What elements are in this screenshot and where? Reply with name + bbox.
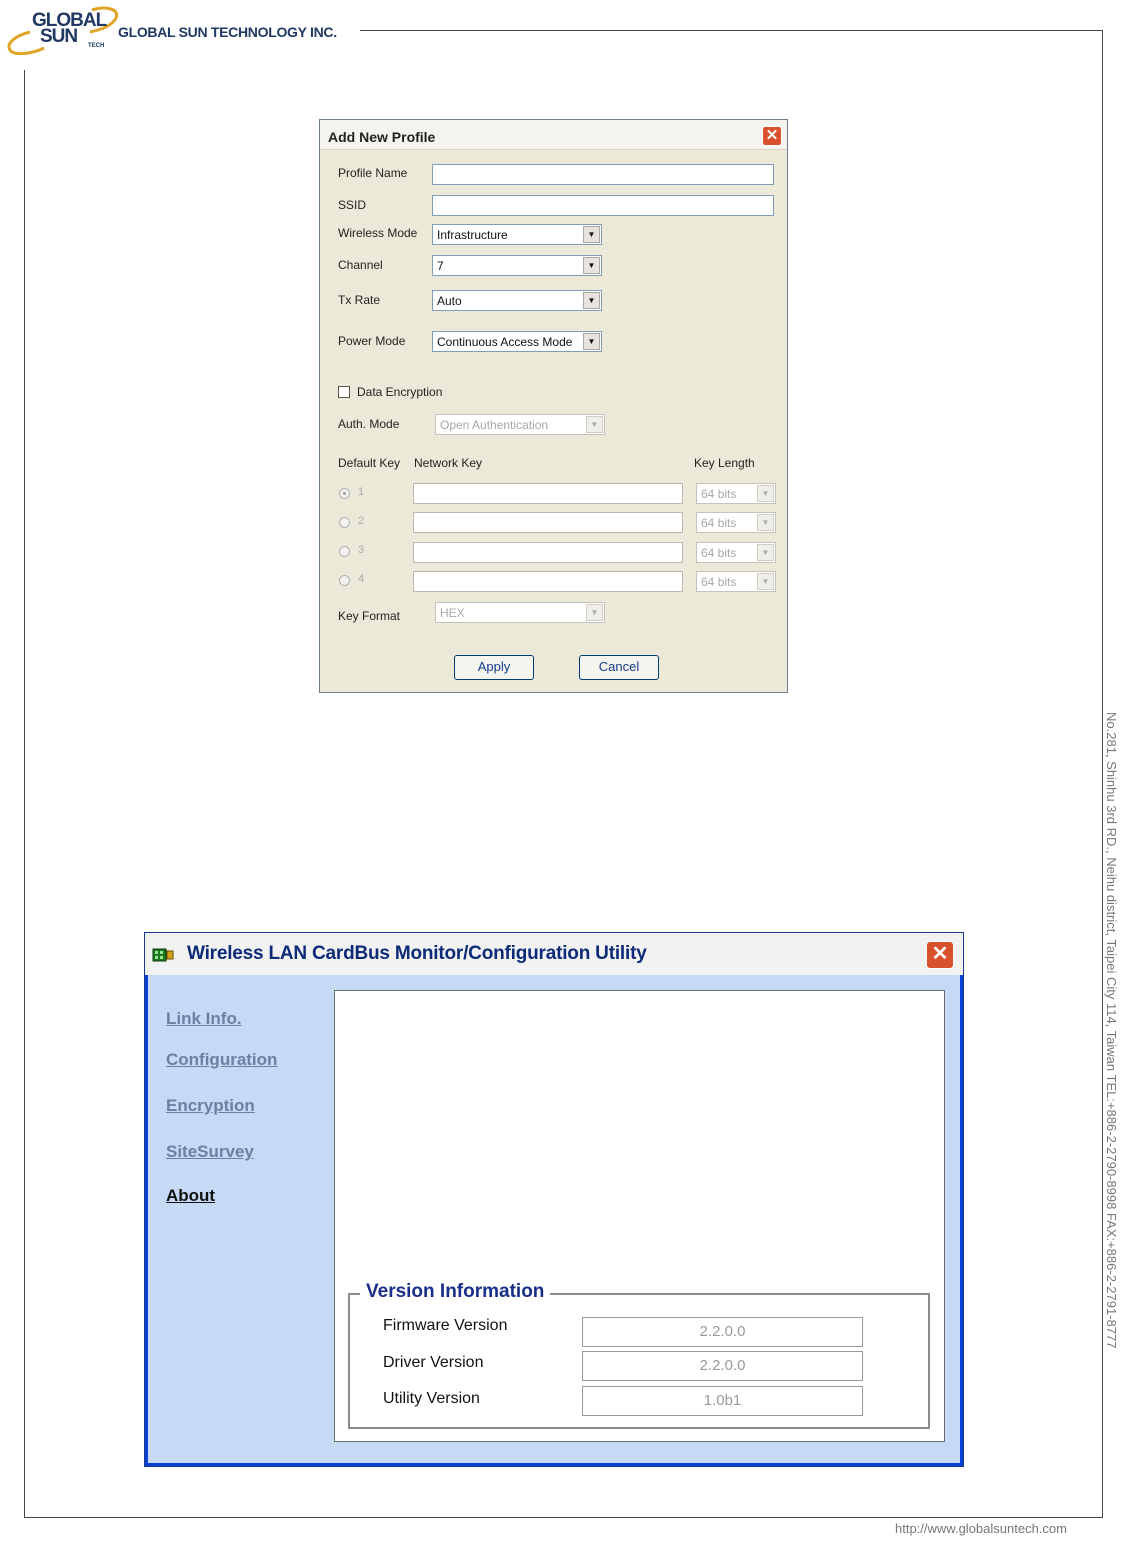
channel-value: 7: [437, 259, 444, 273]
chevron-down-icon[interactable]: ▼: [583, 333, 600, 350]
auth-mode-value: Open Authentication: [440, 418, 549, 432]
nav-site-survey[interactable]: SiteSurvey: [166, 1142, 254, 1161]
key-length-value-4: 64 bits: [701, 575, 737, 589]
firmware-version-label: Firmware Version: [383, 1317, 508, 1334]
nav-about[interactable]: About: [166, 1186, 216, 1205]
power-mode-label: Power Mode: [338, 334, 406, 348]
key-number-2: 2: [358, 515, 365, 527]
key-length-select-2[interactable]: [696, 512, 776, 533]
driver-version-label: Driver Version: [383, 1354, 484, 1371]
key-length-value-1: 64 bits: [701, 487, 737, 501]
chevron-down-icon[interactable]: ▼: [586, 604, 603, 621]
tx-rate-select[interactable]: [432, 290, 602, 311]
key-format-select[interactable]: [435, 602, 605, 623]
key-format-value: HEX: [440, 606, 465, 620]
network-key-header: Network Key: [414, 456, 483, 470]
version-information-group: [348, 1281, 930, 1429]
utility-version-label: Utility Version: [383, 1390, 480, 1407]
data-encryption-checkbox[interactable]: [338, 386, 350, 398]
dialog-title-bar[interactable]: [320, 120, 787, 150]
profile-name-input[interactable]: [432, 164, 774, 185]
auth-mode-label: Auth. Mode: [338, 417, 400, 431]
about-content-pane: [334, 990, 945, 1442]
wireless-mode-value: Infrastructure: [437, 228, 508, 242]
key-number-4: 4: [358, 573, 365, 585]
chevron-down-icon[interactable]: ▼: [586, 416, 603, 433]
wireless-mode-label: Wireless Mode: [338, 226, 418, 240]
utility-body: [148, 975, 960, 1463]
key-length-select-3[interactable]: [696, 542, 776, 563]
channel-label: Channel: [338, 258, 383, 272]
default-key-radio-4[interactable]: [339, 575, 350, 586]
cancel-button[interactable]: Cancel: [579, 655, 659, 680]
company-name: GLOBAL SUN TECHNOLOGY INC.: [118, 24, 337, 40]
key-format-label: Key Format: [338, 609, 401, 623]
logo-text-global: GLOBAL: [32, 10, 107, 31]
utility-title: Wireless LAN CardBus Monitor/Configuration Utility: [187, 943, 647, 964]
chevron-down-icon[interactable]: ▼: [757, 573, 774, 590]
data-encryption-label: Data Encryption: [357, 385, 443, 399]
key-length-header: Key Length: [694, 456, 755, 470]
utility-window: [144, 932, 964, 1467]
page-frame-left: [24, 70, 25, 1518]
utility-version-value: 1.0b1: [582, 1386, 863, 1416]
key-number-3: 3: [358, 544, 365, 556]
tx-rate-value: Auto: [437, 294, 462, 308]
logo-text-tech: TECH: [88, 43, 105, 49]
default-key-radio-1[interactable]: [339, 488, 350, 499]
dialog-close-button[interactable]: ✕: [762, 126, 782, 146]
network-key-input-2[interactable]: [413, 512, 683, 533]
key-length-select-4[interactable]: [696, 571, 776, 592]
auth-mode-select[interactable]: [435, 414, 605, 435]
nav-link-info[interactable]: Link Info.: [166, 1009, 242, 1028]
network-key-input-1[interactable]: [413, 483, 683, 504]
network-key-input-3[interactable]: [413, 542, 683, 563]
dialog-title: Add New Profile: [328, 129, 436, 145]
chevron-down-icon[interactable]: ▼: [757, 485, 774, 502]
default-key-header: Default Key: [338, 456, 401, 470]
chevron-down-icon[interactable]: ▼: [583, 292, 600, 309]
page-frame-bottom: [24, 1517, 1102, 1518]
ssid-input[interactable]: [432, 195, 774, 216]
footer-url: http://www.globalsuntech.com: [895, 1521, 1067, 1536]
key-length-value-3: 64 bits: [701, 546, 737, 560]
driver-version-value: 2.2.0.0: [582, 1351, 863, 1381]
key-length-value-2: 64 bits: [701, 516, 737, 530]
utility-title-bar[interactable]: [145, 933, 963, 975]
chevron-down-icon[interactable]: ▼: [583, 226, 600, 243]
channel-select[interactable]: [432, 255, 602, 276]
power-mode-select[interactable]: [432, 331, 602, 352]
tx-rate-label: Tx Rate: [338, 293, 381, 307]
power-mode-value: Continuous Access Mode: [437, 335, 573, 349]
wireless-mode-select[interactable]: [432, 224, 602, 245]
key-number-1: 1: [358, 486, 365, 498]
page-frame-top: [360, 30, 1102, 31]
version-information-title: Version Information: [360, 1281, 550, 1303]
firmware-version-value: 2.2.0.0: [582, 1317, 863, 1347]
logo-text-sun: SUN: [40, 26, 78, 47]
nav-encryption[interactable]: Encryption: [166, 1096, 255, 1115]
chevron-down-icon[interactable]: ▼: [757, 544, 774, 561]
default-key-radio-2[interactable]: [339, 517, 350, 528]
company-logo: [4, 4, 124, 56]
side-address: No.281, Shinhu 3rd RD., Neihu district, Taipei City 114, Taiwan TEL:+886-2-2790-8998 FAX:+886-2-2791-8777: [1104, 712, 1119, 1349]
utility-close-button[interactable]: ✕: [926, 941, 954, 969]
nav-configuration[interactable]: Configuration: [166, 1050, 278, 1069]
chevron-down-icon[interactable]: ▼: [583, 257, 600, 274]
chevron-down-icon[interactable]: ▼: [757, 514, 774, 531]
profile-name-label: Profile Name: [338, 166, 408, 180]
default-key-radio-3[interactable]: [339, 546, 350, 557]
apply-button[interactable]: Apply: [454, 655, 534, 680]
ssid-label: SSID: [338, 198, 367, 212]
page-frame-right: [1102, 30, 1103, 1518]
network-key-input-4[interactable]: [413, 571, 683, 592]
key-length-select-1[interactable]: [696, 483, 776, 504]
network-card-icon: [152, 947, 174, 963]
add-new-profile-dialog: [319, 119, 788, 693]
